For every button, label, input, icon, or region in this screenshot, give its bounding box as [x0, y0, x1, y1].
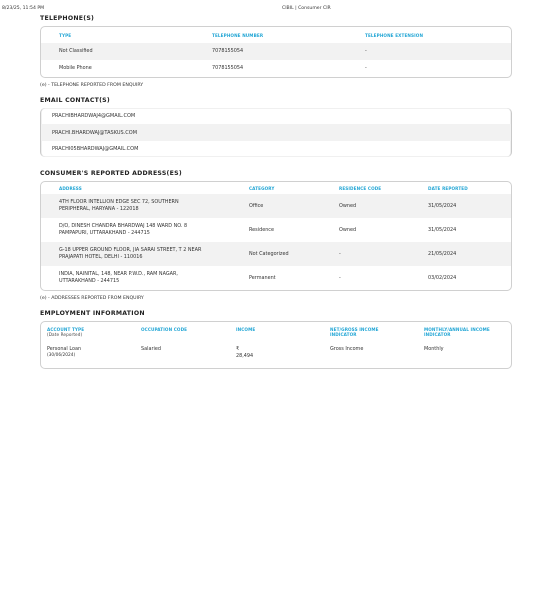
address-date-reported: 31/05/2024: [428, 226, 457, 233]
telephone-type: Not Classified: [59, 48, 93, 54]
address-line-2: PRAJAPATI HOTEL, DELHI - 110016: [59, 254, 143, 260]
address-line-2: PERIPHERAL, HARYANA - 122018: [59, 206, 139, 212]
print-datetime: 8/23/25, 11:54 PM: [2, 6, 45, 11]
email-section-title: EMAIL CONTACT(S): [40, 97, 110, 104]
address-line-1: G-18 UPPER GROUND FLOOR, JIA SARAI STREET, T 2 NEAR: [59, 247, 202, 253]
telephone-extension: -: [365, 48, 367, 54]
address-residence-code: Owned: [339, 202, 357, 209]
address-residence-code: -: [339, 274, 341, 281]
address-card: [40, 181, 512, 291]
telephone-type: Mobile Phone: [59, 65, 92, 71]
employment-card: [40, 321, 512, 369]
col-occupation-code: OCCUPATION CODE: [141, 327, 188, 332]
report-content: [40, 14, 512, 369]
addresses-footnote: (e) - ADDRESSES REPORTED FROM ENQUIRY: [40, 296, 144, 301]
employment-row: [41, 342, 511, 366]
address-residence-code: Owned: [339, 226, 357, 233]
address-line-2: UTTARAKHAND - 244715: [59, 278, 120, 284]
email-item: [41, 108, 511, 124]
col-address: ADDRESS: [59, 185, 82, 191]
income-value: 28,494: [236, 353, 254, 359]
address-date-reported: 21/05/2024: [428, 250, 457, 257]
col-net-gross-income-indicator: [330, 327, 379, 337]
address-row: [41, 194, 511, 218]
employment-section-title: EMPLOYMENT INFORMATION: [40, 310, 145, 317]
address-category: Not Categorized: [249, 250, 289, 257]
address-category: Residence: [249, 226, 275, 233]
email-item: [41, 124, 511, 141]
col-date-reported-sub: (Date Reported): [47, 332, 83, 337]
employment-header-row: [41, 322, 511, 342]
telephone-number: 7078155054: [212, 48, 244, 54]
telephones-section-title: TELEPHONE(S): [40, 15, 95, 22]
col-residence-code: RESIDENCE CODE: [339, 185, 382, 191]
email-card: [40, 108, 512, 157]
email-address: PRACHI05BHARDWAJ@GMAIL.COM: [52, 146, 139, 152]
col-income: INCOME: [236, 327, 256, 332]
employment-net-gross: Gross Income: [330, 346, 364, 352]
col-type: TYPE: [59, 32, 72, 38]
address-date-reported: 31/05/2024: [428, 202, 457, 209]
address-category: Permanent: [249, 274, 276, 281]
address-residence-code: -: [339, 250, 341, 257]
account-type-value: Personal Loan: [47, 346, 82, 352]
email-address: PRACHIBHARDWAJ4@GMAIL.COM: [52, 113, 136, 119]
col-net-gross-line-2: INDICATOR: [330, 332, 357, 337]
address-text: [59, 247, 201, 261]
col-monthly-line-1: MONTHLY/ANNUAL INCOME: [424, 327, 490, 332]
address-row: [41, 242, 511, 266]
employment-account-type: [47, 346, 81, 359]
telephones-footnote: (e) - TELEPHONE REPORTED FROM ENQUIRY: [40, 83, 144, 88]
col-date-reported: DATE REPORTED: [428, 185, 468, 191]
address-row: [41, 266, 511, 290]
col-category: CATEGORY: [249, 185, 275, 191]
address-text: [59, 271, 178, 285]
col-account-type: [47, 327, 84, 337]
telephone-extension: -: [365, 65, 367, 71]
address-line-1: 4TH FLOOR INTELLION EDGE SEC 72, SOUTHERN: [59, 199, 179, 205]
email-item: [41, 141, 511, 157]
telephone-row: [41, 43, 511, 60]
employment-occupation: Salaried: [141, 346, 161, 352]
address-text: [59, 199, 179, 213]
email-address: PRACHI.BHARDWAJ@TASKUS.COM: [52, 129, 138, 136]
page-header: [0, 6, 548, 14]
col-account-type-label: ACCOUNT TYPE: [47, 327, 85, 332]
telephone-row: [41, 60, 511, 77]
col-telephone-number: TELEPHONE NUMBER: [212, 32, 264, 38]
address-line-1: INDIA, NAINITAL, 148, NEAR P.W.D., RAM NAGAR,: [59, 271, 178, 277]
telephones-header-row: [41, 27, 511, 43]
address-row: [41, 218, 511, 242]
telephone-number: 7078155054: [212, 65, 244, 71]
address-line-1: D/O, DINESH CHANDRA BHARDWAJ 148 WARD NO. 8: [59, 223, 188, 229]
address-text: [59, 223, 187, 237]
employment-monthly-annual: Monthly: [424, 346, 444, 352]
telephones-card: [40, 26, 512, 78]
col-monthly-annual-income-indicator: [424, 327, 490, 337]
employment-income: [236, 346, 253, 360]
rupee-icon: ₹: [236, 346, 240, 352]
document-title: CIBIL | Consumer CIR: [282, 6, 331, 11]
address-section-title: CONSUMER'S REPORTED ADDRESS(ES): [40, 170, 182, 177]
account-date-reported: (30/06/2024): [47, 353, 76, 358]
address-header-row: [41, 182, 511, 194]
col-monthly-line-2: INDICATOR: [424, 332, 451, 337]
col-telephone-extension: TELEPHONE EXTENSION: [365, 32, 424, 38]
address-date-reported: 03/02/2024: [428, 274, 457, 281]
address-category: Office: [249, 202, 264, 209]
address-line-2: PAMPAPURI, UTTARAKHAND - 244715: [59, 230, 150, 236]
col-net-gross-line-1: NET/GROSS INCOME: [330, 327, 379, 332]
